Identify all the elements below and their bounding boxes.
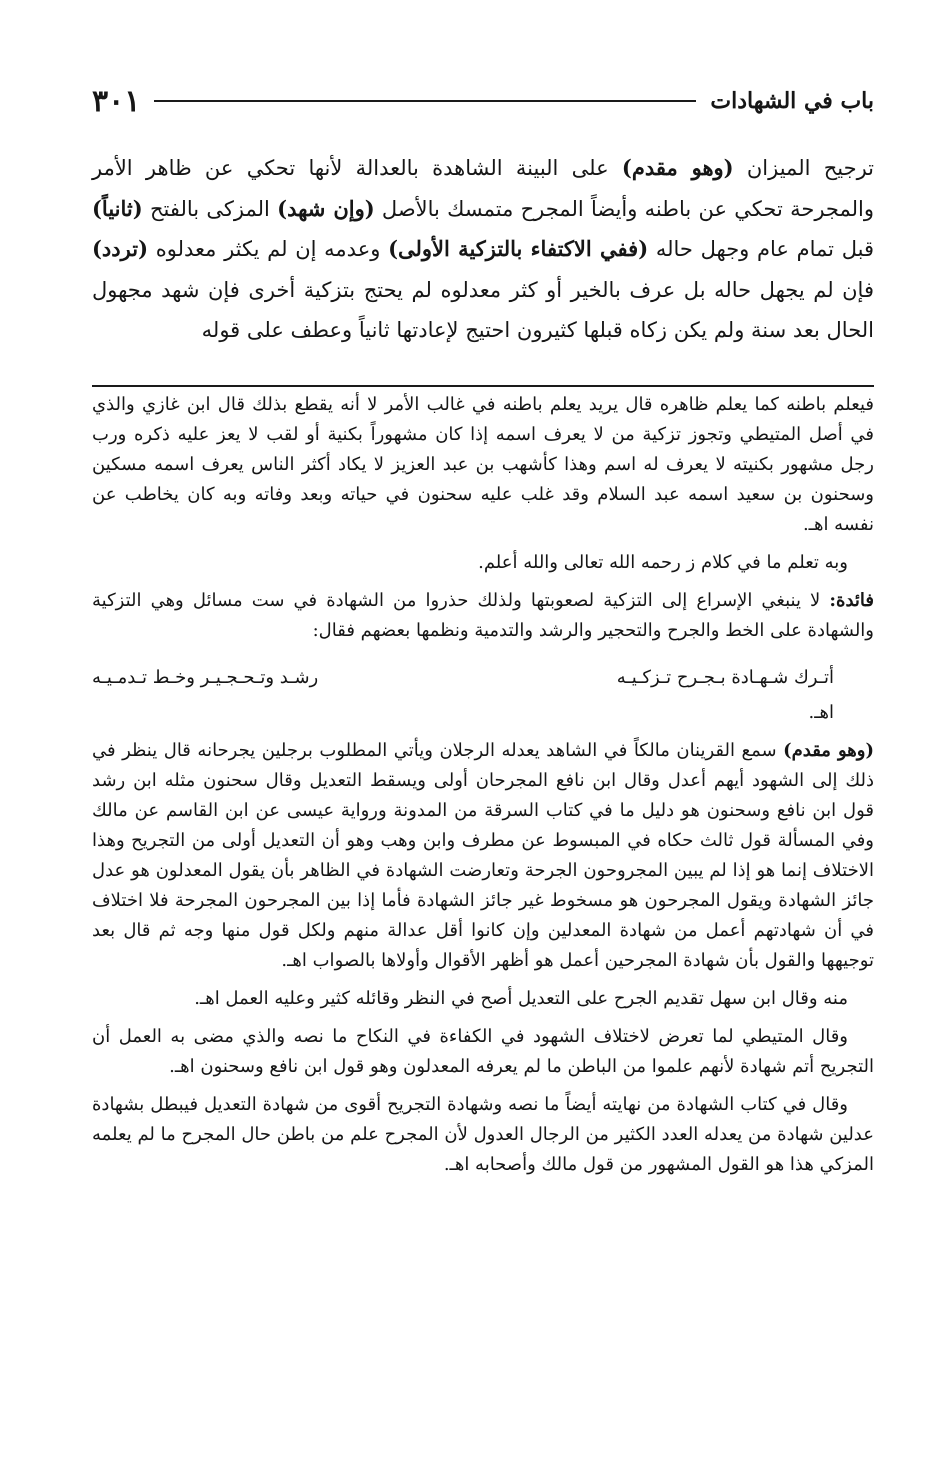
matn-keyword: (وإن شهد) <box>277 195 375 221</box>
commentary-notes <box>92 390 874 1180</box>
matn-keyword: (ثانياً) <box>92 195 143 221</box>
note-paragraph: فيعلم باطنه كما يعلم ظاهره قال يريد يعلم باطنه في غالب الأمر لا أنه يقطع بذلك قال ابن غازي والذي في أصل المتيطي وتجوز تزكية من لا يعرف اسمه إذا كان مشهوراً بكنية أو لقب لا يعز عليه ذكره ورب رجل مشهور بكنيته لا يعرف له اسم وهذا كأشهب بن عبد العزيز لا يكاد أكثر الناس يعرف اسمه مسكين وسحنون بن سعيد اسمه عبد السلام وقد غلب عليه سحنون في حياته وبعد وفاته وبه كان يخاطب عن نفسه اهـ. <box>92 394 874 535</box>
verse-second-hemistich: رشـد وتـحـجـيـر وخـط تـدمـيـه <box>92 667 319 688</box>
note-paragraph: وبه تعلم ما في كلام ز رحمه الله تعالى والله أعلم. <box>478 552 848 573</box>
main-paragraph <box>92 148 874 351</box>
note-paragraph: منه وقال ابن سهل تقديم الجرح على التعديل أصح في النظر وقائله كثير وعليه العمل اهـ. <box>194 988 848 1009</box>
text-run: قبل تمام عام وجهل حاله <box>648 237 875 261</box>
note-paragraph <box>92 586 874 646</box>
page-number: ٣٠١ <box>92 83 141 119</box>
footnote-divider <box>92 385 874 387</box>
header-rule <box>154 100 696 102</box>
text-run: وعدمه إن لم يكثر معدلوه <box>148 237 389 261</box>
text-run: على البينة الشاهدة بالعدالة لأنها تحكي عن ظاهر الأمر والمجرحة تحكي عن باطنه وأيضاً المجرح متمسك بالأصل <box>92 156 874 221</box>
note-label: فائدة: <box>829 590 874 611</box>
note-paragraph: وقال المتيطي لما تعرض لاختلاف الشهود في الكفاءة في النكاح ما نصه والذي مضى به العمل أن التجريح أتم شهادة لأنهم علموا من الباطن ما لم يعرفه المعدلون وهو قول ابن نافع وسحنون اهـ. <box>92 1026 874 1077</box>
matn-keyword: (ففي الاكتفاء بالتزكية الأولى) <box>388 236 649 261</box>
text-run: المزكى بالفتح <box>142 196 278 221</box>
text-run: سمع القرينان مالكاً في الشاهد يعدله الرجلان ويأتي المطلوب برجلين يجرحانه قال ينظر في ذلك إلى الشهود أيهم أعدل وقال ابن نافع المجرحان أولى ويسقط التعديل وقال سحنون مثله ابن رشد قول ابن نافع وسحنون هو دليل ما في كتاب السرقة من المدونة ورواية عيسى عن ابن القاسم عن مالك وفي المسألة قول ثالث حكاه في المبسوط عن مطرف وابن وهب وهو أن التعديل أولى من التجريح وهذا الاختلاف إنما هو إذا لم يبين المجروحون الجرحة وتعارضت الشهادة في الظاهر بأن يقول المعدلون هو عدل جائز الشهادة ويقول المجرحون هو مسخوط غير جائز الشهادة فأما إذا بين المجرحون المجرحة فلا اختلاف في أن شهادتهم أعمل من شهادة المعدلين وإن كانوا أقل عدالة منهم ولكل قول منها وجه ثم قال بعد توجيهها والقول بأن شهادة المجرحين أعمل هو أظهر الأقوال وأولاها بالصواب اهـ. <box>92 740 874 971</box>
page-header <box>92 78 874 124</box>
note-paragraph <box>92 736 874 976</box>
poem-verse <box>92 658 874 698</box>
text-run: فإن لم يجهل حاله بل عرف بالخير أو كثر معدلوه لم يحتج بتزكية أخرى فإن شهد مجهول الحال بعد سنة ولم يكن زكاه قبلها كثيرون احتيج لإعادتها ثانياً وعطف على قوله <box>92 277 874 342</box>
note-paragraph: وقال في كتاب الشهادة من نهايته أيضاً ما نصه وشهادة التجريح أقوى من شهادة التعديل فيبطل بشهادة عدلين شهادة من يعدله العدد الكثير من الرجال العدول لأن المجرح علم من باطن حال المجرح ما لم يعلمه المزكي هذا هو القول المشهور من قول مالك وأصحابه اهـ. <box>92 1094 874 1175</box>
main-text <box>92 148 874 351</box>
verse-end-marker: اهـ. <box>808 702 834 723</box>
matn-keyword: (وهو مقدم) <box>783 740 874 761</box>
text-run: لا ينبغي الإسراع إلى التزكية لصعوبتها ولذلك حذروا من الشهادة في ست مسائل وهي التزكية والشهادة على الخط والجرح والتحجير والرشد والتدمية ونظمها بعضهم فقال: <box>92 590 874 641</box>
verse-first-hemistich: أتـرك شـهـادة بـجـرح تـزكـيـه <box>616 667 834 688</box>
running-title: باب في الشهادات <box>710 88 874 114</box>
text-run: ترجيح الميزان <box>733 156 874 180</box>
matn-keyword: (تردد) <box>92 236 149 261</box>
matn-keyword: (وهو مقدم) <box>621 155 734 180</box>
